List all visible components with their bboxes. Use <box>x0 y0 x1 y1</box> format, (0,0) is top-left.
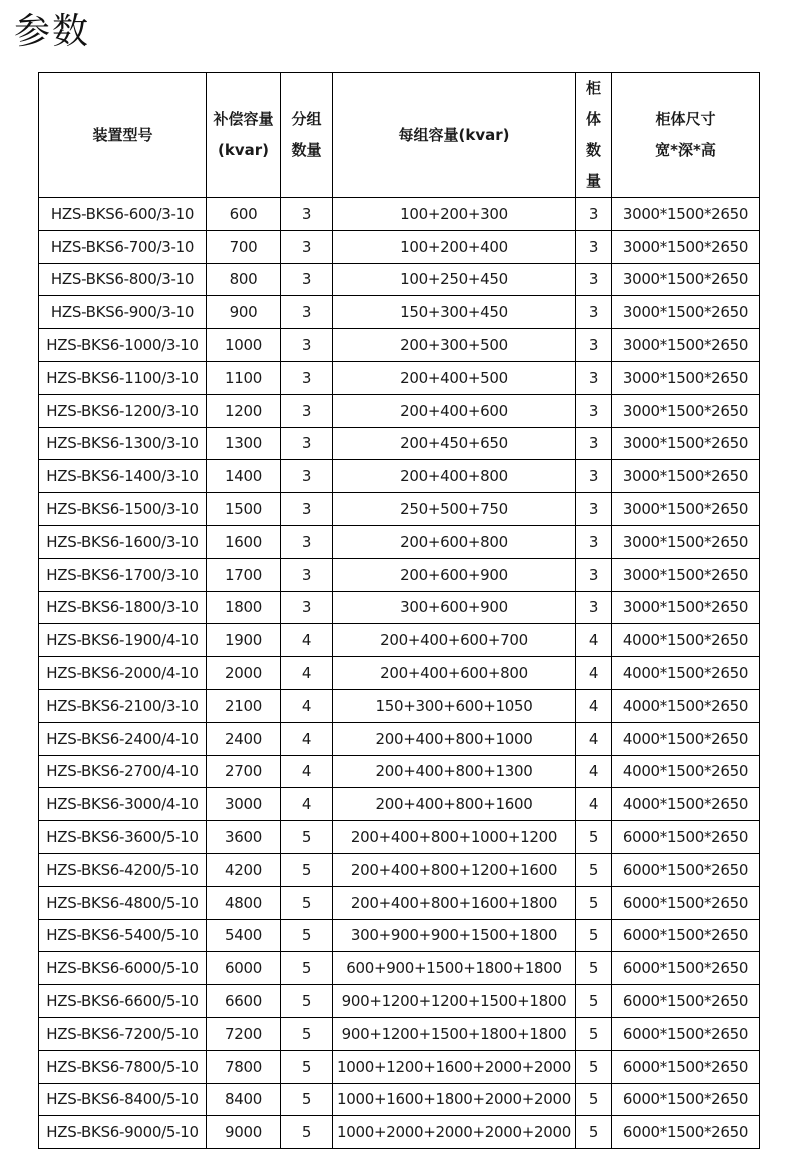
cell-cabinets: 5 <box>576 853 612 886</box>
cell-group-capacity: 100+200+300 <box>333 198 576 231</box>
cell-cabinets: 3 <box>576 460 612 493</box>
cell-group-capacity: 100+250+450 <box>333 263 576 296</box>
header-line: 数 <box>585 141 601 159</box>
cell-capacity: 8400 <box>207 1083 281 1116</box>
table-row <box>39 394 760 427</box>
table-body <box>39 198 760 1149</box>
cell-groups: 5 <box>281 853 333 886</box>
cell-model: HZS-BKS6-2000/4-10 <box>39 657 207 690</box>
cell-group-capacity: 1000+1600+1800+2000+2000 <box>333 1083 576 1116</box>
cell-model: HZS-BKS6-1800/3-10 <box>39 591 207 624</box>
cell-cabinets: 3 <box>576 427 612 460</box>
cell-model: HZS-BKS6-9000/5-10 <box>39 1116 207 1149</box>
cell-cabinets: 4 <box>576 689 612 722</box>
cell-capacity: 1800 <box>207 591 281 624</box>
table-row <box>39 263 760 296</box>
cell-groups: 3 <box>281 525 333 558</box>
cell-cabinets: 5 <box>576 886 612 919</box>
cell-capacity: 1000 <box>207 329 281 362</box>
table-row <box>39 1083 760 1116</box>
cell-capacity: 1200 <box>207 394 281 427</box>
cell-dimensions: 3000*1500*2650 <box>612 329 760 362</box>
cell-groups: 5 <box>281 1083 333 1116</box>
cell-model: HZS-BKS6-600/3-10 <box>39 198 207 231</box>
cell-group-capacity: 200+400+500 <box>333 361 576 394</box>
cell-model: HZS-BKS6-700/3-10 <box>39 230 207 263</box>
cell-cabinets: 5 <box>576 821 612 854</box>
cell-group-capacity: 200+400+800+1600+1800 <box>333 886 576 919</box>
cell-dimensions: 4000*1500*2650 <box>612 722 760 755</box>
cell-groups: 4 <box>281 689 333 722</box>
cell-model: HZS-BKS6-1400/3-10 <box>39 460 207 493</box>
cell-group-capacity: 100+200+400 <box>333 230 576 263</box>
cell-model: HZS-BKS6-3600/5-10 <box>39 821 207 854</box>
cell-dimensions: 3000*1500*2650 <box>612 394 760 427</box>
cell-groups: 5 <box>281 821 333 854</box>
cell-model: HZS-BKS6-5400/5-10 <box>39 919 207 952</box>
table-row <box>39 689 760 722</box>
table-row <box>39 821 760 854</box>
cell-groups: 4 <box>281 657 333 690</box>
cell-capacity: 3000 <box>207 788 281 821</box>
header-line: 量 <box>585 172 601 190</box>
cell-groups: 3 <box>281 198 333 231</box>
header-line: 分组 <box>291 110 322 128</box>
cell-dimensions: 4000*1500*2650 <box>612 624 760 657</box>
cell-group-capacity: 200+600+900 <box>333 558 576 591</box>
cell-group-capacity: 200+400+600+800 <box>333 657 576 690</box>
cell-model: HZS-BKS6-1900/4-10 <box>39 624 207 657</box>
cell-dimensions: 6000*1500*2650 <box>612 919 760 952</box>
cell-model: HZS-BKS6-1700/3-10 <box>39 558 207 591</box>
cell-model: HZS-BKS6-4200/5-10 <box>39 853 207 886</box>
cell-cabinets: 3 <box>576 263 612 296</box>
table-row <box>39 591 760 624</box>
page-title: 参数 <box>14 11 91 52</box>
cell-capacity: 4200 <box>207 853 281 886</box>
cell-model: HZS-BKS6-7800/5-10 <box>39 1050 207 1083</box>
cell-dimensions: 4000*1500*2650 <box>612 755 760 788</box>
cell-capacity: 1900 <box>207 624 281 657</box>
header-line: 数量 <box>291 141 322 159</box>
cell-model: HZS-BKS6-2400/4-10 <box>39 722 207 755</box>
table-row <box>39 952 760 985</box>
table-row <box>39 755 760 788</box>
cell-group-capacity: 900+1200+1200+1500+1800 <box>333 985 576 1018</box>
table-row <box>39 361 760 394</box>
cell-capacity: 3600 <box>207 821 281 854</box>
cell-groups: 4 <box>281 755 333 788</box>
cell-cabinets: 4 <box>576 657 612 690</box>
header-line: 柜 <box>585 79 601 97</box>
cell-dimensions: 6000*1500*2650 <box>612 1116 760 1149</box>
table-row <box>39 853 760 886</box>
cell-model: HZS-BKS6-1100/3-10 <box>39 361 207 394</box>
cell-capacity: 600 <box>207 198 281 231</box>
cell-group-capacity: 600+900+1500+1800+1800 <box>333 952 576 985</box>
table-row <box>39 427 760 460</box>
cell-groups: 3 <box>281 558 333 591</box>
table-row <box>39 1017 760 1050</box>
cell-dimensions: 3000*1500*2650 <box>612 591 760 624</box>
cell-group-capacity: 300+600+900 <box>333 591 576 624</box>
cell-capacity: 700 <box>207 230 281 263</box>
cell-model: HZS-BKS6-6600/5-10 <box>39 985 207 1018</box>
table-row <box>39 558 760 591</box>
cell-groups: 3 <box>281 263 333 296</box>
cell-group-capacity: 200+400+800+1600 <box>333 788 576 821</box>
cell-model: HZS-BKS6-800/3-10 <box>39 263 207 296</box>
cell-cabinets: 3 <box>576 296 612 329</box>
cell-group-capacity: 1000+2000+2000+2000+2000 <box>333 1116 576 1149</box>
cell-groups: 5 <box>281 952 333 985</box>
table-row <box>39 722 760 755</box>
cell-cabinets: 3 <box>576 558 612 591</box>
spec-table <box>38 72 760 1149</box>
cell-cabinets: 3 <box>576 230 612 263</box>
header-line: 装置型号 <box>92 125 153 144</box>
cell-model: HZS-BKS6-8400/5-10 <box>39 1083 207 1116</box>
table-row <box>39 493 760 526</box>
cell-group-capacity: 200+400+600+700 <box>333 624 576 657</box>
cell-cabinets: 4 <box>576 755 612 788</box>
cell-dimensions: 6000*1500*2650 <box>612 1083 760 1116</box>
cell-capacity: 7800 <box>207 1050 281 1083</box>
cell-cabinets: 5 <box>576 1116 612 1149</box>
cell-groups: 3 <box>281 329 333 362</box>
table-row <box>39 788 760 821</box>
cell-groups: 3 <box>281 296 333 329</box>
cell-dimensions: 3000*1500*2650 <box>612 263 760 296</box>
cell-model: HZS-BKS6-1600/3-10 <box>39 525 207 558</box>
cell-model: HZS-BKS6-900/3-10 <box>39 296 207 329</box>
cell-capacity: 1500 <box>207 493 281 526</box>
header-line: (kvar) <box>218 141 269 159</box>
cell-model: HZS-BKS6-1000/3-10 <box>39 329 207 362</box>
cell-dimensions: 4000*1500*2650 <box>612 689 760 722</box>
cell-dimensions: 3000*1500*2650 <box>612 230 760 263</box>
header-dimensions <box>612 73 760 198</box>
cell-cabinets: 4 <box>576 624 612 657</box>
cell-group-capacity: 200+400+800 <box>333 460 576 493</box>
cell-dimensions: 4000*1500*2650 <box>612 788 760 821</box>
cell-dimensions: 4000*1500*2650 <box>612 657 760 690</box>
cell-dimensions: 6000*1500*2650 <box>612 952 760 985</box>
cell-model: HZS-BKS6-6000/5-10 <box>39 952 207 985</box>
cell-dimensions: 6000*1500*2650 <box>612 985 760 1018</box>
cell-group-capacity: 250+500+750 <box>333 493 576 526</box>
cell-cabinets: 5 <box>576 1083 612 1116</box>
cell-cabinets: 3 <box>576 329 612 362</box>
cell-group-capacity: 200+300+500 <box>333 329 576 362</box>
cell-group-capacity: 150+300+450 <box>333 296 576 329</box>
cell-groups: 5 <box>281 886 333 919</box>
table-row <box>39 624 760 657</box>
cell-dimensions: 3000*1500*2650 <box>612 460 760 493</box>
cell-groups: 3 <box>281 361 333 394</box>
cell-group-capacity: 1000+1200+1600+2000+2000 <box>333 1050 576 1083</box>
table-row <box>39 657 760 690</box>
cell-capacity: 7200 <box>207 1017 281 1050</box>
header-line: 体 <box>585 110 601 128</box>
cell-capacity: 5400 <box>207 919 281 952</box>
table-row <box>39 985 760 1018</box>
header-cabinets <box>576 73 612 198</box>
cell-dimensions: 6000*1500*2650 <box>612 1017 760 1050</box>
header-model <box>39 73 207 198</box>
cell-cabinets: 5 <box>576 1050 612 1083</box>
header-line: 柜体尺寸 <box>655 110 716 128</box>
header-row <box>39 73 760 198</box>
cell-capacity: 1300 <box>207 427 281 460</box>
cell-capacity: 2000 <box>207 657 281 690</box>
cell-groups: 5 <box>281 1017 333 1050</box>
cell-groups: 4 <box>281 722 333 755</box>
table-row <box>39 1116 760 1149</box>
cell-dimensions: 3000*1500*2650 <box>612 493 760 526</box>
cell-groups: 3 <box>281 394 333 427</box>
cell-group-capacity: 200+400+600 <box>333 394 576 427</box>
header-line: 宽*深*高 <box>655 141 716 159</box>
table-row <box>39 1050 760 1083</box>
table-row <box>39 460 760 493</box>
cell-capacity: 4800 <box>207 886 281 919</box>
header-capacity <box>207 73 281 198</box>
cell-groups: 5 <box>281 985 333 1018</box>
cell-groups: 3 <box>281 591 333 624</box>
cell-dimensions: 6000*1500*2650 <box>612 1050 760 1083</box>
header-groups <box>281 73 333 198</box>
cell-capacity: 800 <box>207 263 281 296</box>
cell-cabinets: 4 <box>576 722 612 755</box>
cell-group-capacity: 200+400+800+1300 <box>333 755 576 788</box>
cell-dimensions: 3000*1500*2650 <box>612 427 760 460</box>
cell-capacity: 2400 <box>207 722 281 755</box>
table-row <box>39 198 760 231</box>
cell-dimensions: 3000*1500*2650 <box>612 198 760 231</box>
cell-cabinets: 5 <box>576 952 612 985</box>
cell-model: HZS-BKS6-1500/3-10 <box>39 493 207 526</box>
cell-cabinets: 3 <box>576 198 612 231</box>
cell-cabinets: 3 <box>576 591 612 624</box>
cell-groups: 5 <box>281 1116 333 1149</box>
cell-model: HZS-BKS6-7200/5-10 <box>39 1017 207 1050</box>
cell-cabinets: 3 <box>576 493 612 526</box>
cell-model: HZS-BKS6-2700/4-10 <box>39 755 207 788</box>
cell-model: HZS-BKS6-4800/5-10 <box>39 886 207 919</box>
cell-groups: 3 <box>281 493 333 526</box>
cell-cabinets: 3 <box>576 525 612 558</box>
cell-cabinets: 5 <box>576 1017 612 1050</box>
cell-dimensions: 3000*1500*2650 <box>612 558 760 591</box>
cell-group-capacity: 200+400+800+1000+1200 <box>333 821 576 854</box>
cell-dimensions: 3000*1500*2650 <box>612 361 760 394</box>
table-row <box>39 230 760 263</box>
cell-model: HZS-BKS6-1300/3-10 <box>39 427 207 460</box>
table-row <box>39 886 760 919</box>
table-row <box>39 296 760 329</box>
cell-dimensions: 3000*1500*2650 <box>612 525 760 558</box>
cell-dimensions: 6000*1500*2650 <box>612 853 760 886</box>
cell-capacity: 1600 <box>207 525 281 558</box>
cell-capacity: 9000 <box>207 1116 281 1149</box>
cell-capacity: 6600 <box>207 985 281 1018</box>
cell-group-capacity: 150+300+600+1050 <box>333 689 576 722</box>
cell-groups: 4 <box>281 788 333 821</box>
cell-capacity: 900 <box>207 296 281 329</box>
cell-capacity: 6000 <box>207 952 281 985</box>
header-group-capacity <box>333 73 576 198</box>
cell-cabinets: 4 <box>576 788 612 821</box>
cell-model: HZS-BKS6-2100/3-10 <box>39 689 207 722</box>
cell-cabinets: 3 <box>576 361 612 394</box>
cell-group-capacity: 200+450+650 <box>333 427 576 460</box>
cell-group-capacity: 900+1200+1500+1800+1800 <box>333 1017 576 1050</box>
cell-capacity: 2100 <box>207 689 281 722</box>
cell-groups: 3 <box>281 230 333 263</box>
cell-dimensions: 6000*1500*2650 <box>612 821 760 854</box>
cell-groups: 3 <box>281 427 333 460</box>
cell-capacity: 2700 <box>207 755 281 788</box>
cell-groups: 5 <box>281 919 333 952</box>
cell-groups: 3 <box>281 460 333 493</box>
cell-groups: 5 <box>281 1050 333 1083</box>
cell-cabinets: 3 <box>576 394 612 427</box>
cell-cabinets: 5 <box>576 985 612 1018</box>
cell-cabinets: 5 <box>576 919 612 952</box>
cell-group-capacity: 200+600+800 <box>333 525 576 558</box>
cell-capacity: 1100 <box>207 361 281 394</box>
cell-group-capacity: 200+400+800+1000 <box>333 722 576 755</box>
cell-group-capacity: 300+900+900+1500+1800 <box>333 919 576 952</box>
header-line: 每组容量(kvar) <box>398 125 510 144</box>
cell-dimensions: 6000*1500*2650 <box>612 886 760 919</box>
cell-groups: 4 <box>281 624 333 657</box>
cell-capacity: 1400 <box>207 460 281 493</box>
cell-model: HZS-BKS6-1200/3-10 <box>39 394 207 427</box>
table-row <box>39 919 760 952</box>
table-row <box>39 329 760 362</box>
cell-group-capacity: 200+400+800+1200+1600 <box>333 853 576 886</box>
table-row <box>39 525 760 558</box>
cell-model: HZS-BKS6-3000/4-10 <box>39 788 207 821</box>
header-line: 补偿容量 <box>213 110 274 128</box>
cell-dimensions: 3000*1500*2650 <box>612 296 760 329</box>
cell-capacity: 1700 <box>207 558 281 591</box>
